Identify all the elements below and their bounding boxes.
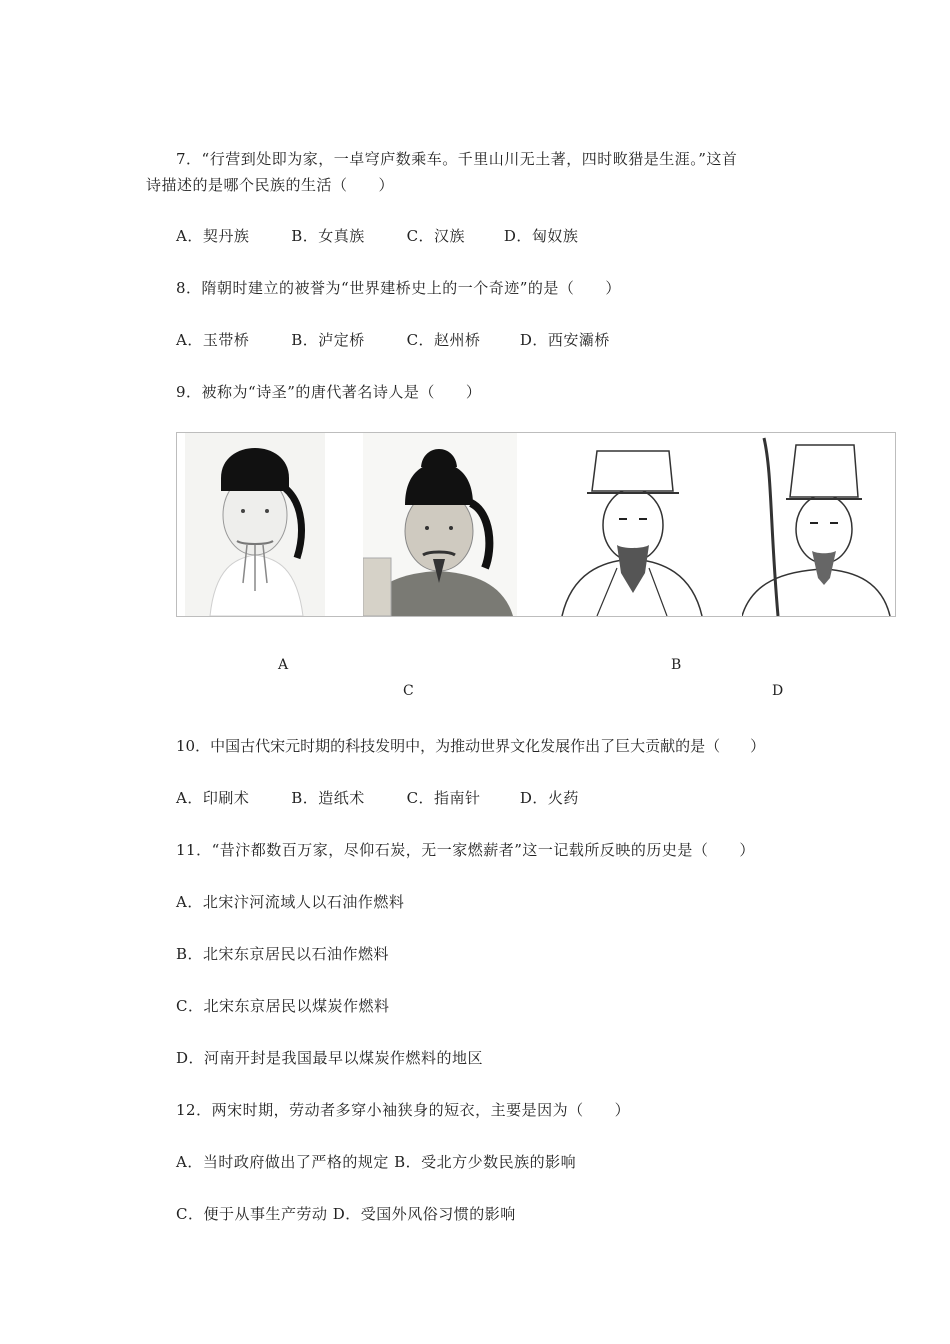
poet-portrait-2[interactable] bbox=[363, 433, 517, 616]
q10-option-c[interactable]: C．指南针 bbox=[406, 789, 481, 807]
portrait-label-b: B bbox=[671, 657, 682, 673]
q8-option-d[interactable]: D．西安灞桥 bbox=[519, 331, 610, 349]
poet-portrait-4[interactable] bbox=[742, 433, 892, 616]
q10-option-b[interactable]: B．造纸术 bbox=[291, 789, 365, 807]
q11-option-d[interactable]: D．河南开封是我国最早以煤炭作燃料的地区 bbox=[176, 1049, 484, 1067]
q12-options-ab[interactable]: A．当时政府做出了严格的规定 B．受北方少数民族的影响 bbox=[176, 1153, 577, 1171]
q10-options bbox=[176, 787, 579, 808]
q7-option-d[interactable]: D．匈奴族 bbox=[503, 227, 579, 245]
portrait-label-a: A bbox=[278, 657, 289, 673]
q9-stem: 9．被称为“诗圣”的唐代著名诗人是（ ） bbox=[176, 383, 482, 401]
q12-options-cd[interactable]: C．便于从事生产劳动 D．受国外风俗习惯的影响 bbox=[176, 1205, 516, 1223]
q7-options bbox=[176, 225, 578, 246]
poet-portrait-3[interactable] bbox=[557, 433, 707, 616]
poet-portrait-1[interactable] bbox=[185, 433, 325, 616]
q8-stem: 8．隋朝时建立的被誉为“世界建桥史上的一个奇迹”的是（ ） bbox=[176, 279, 621, 297]
q7-stem-line1: 7．“行营到处即为家，一卓穹庐数乘车。千里山川无土著，四时畋猎是生涯。”这首 bbox=[176, 150, 738, 168]
poet-portraits-strip bbox=[176, 432, 896, 617]
q7-stem-line2: 诗描述的是哪个民族的生活（ ） bbox=[146, 176, 395, 194]
q10-stem: 10．中国古代宋元时期的科技发明中，为推动世界文化发展作出了巨大贡献的是（ ） bbox=[176, 737, 766, 755]
q8-option-a[interactable]: A．玉带桥 bbox=[176, 331, 250, 349]
q11-option-b[interactable]: B．北宋东京居民以石油作燃料 bbox=[176, 945, 390, 963]
q7-option-b[interactable]: B．女真族 bbox=[291, 227, 365, 245]
q8-option-c[interactable]: C．赵州桥 bbox=[406, 331, 481, 349]
q10-option-a[interactable]: A．印刷术 bbox=[176, 789, 250, 807]
q11-stem: 11．“昔汴都数百万家，尽仰石炭，无一家燃薪者”这一记载所反映的历史是（ ） bbox=[176, 841, 755, 859]
q12-stem: 12．两宋时期，劳动者多穿小袖狭身的短衣，主要是因为（ ） bbox=[176, 1101, 631, 1119]
portrait-label-d: D bbox=[772, 683, 784, 699]
portrait-label-c: C bbox=[403, 683, 414, 699]
q10-option-d[interactable]: D．火药 bbox=[519, 789, 579, 807]
q8-option-b[interactable]: B．泸定桥 bbox=[291, 331, 365, 349]
q8-options bbox=[176, 329, 610, 350]
q7-option-a[interactable]: A．契丹族 bbox=[176, 227, 250, 245]
q11-option-c[interactable]: C．北宋东京居民以煤炭作燃料 bbox=[176, 997, 390, 1015]
q7-option-c[interactable]: C．汉族 bbox=[406, 227, 466, 245]
q11-option-a[interactable]: A．北宋汴河流域人以石油作燃料 bbox=[176, 893, 405, 911]
